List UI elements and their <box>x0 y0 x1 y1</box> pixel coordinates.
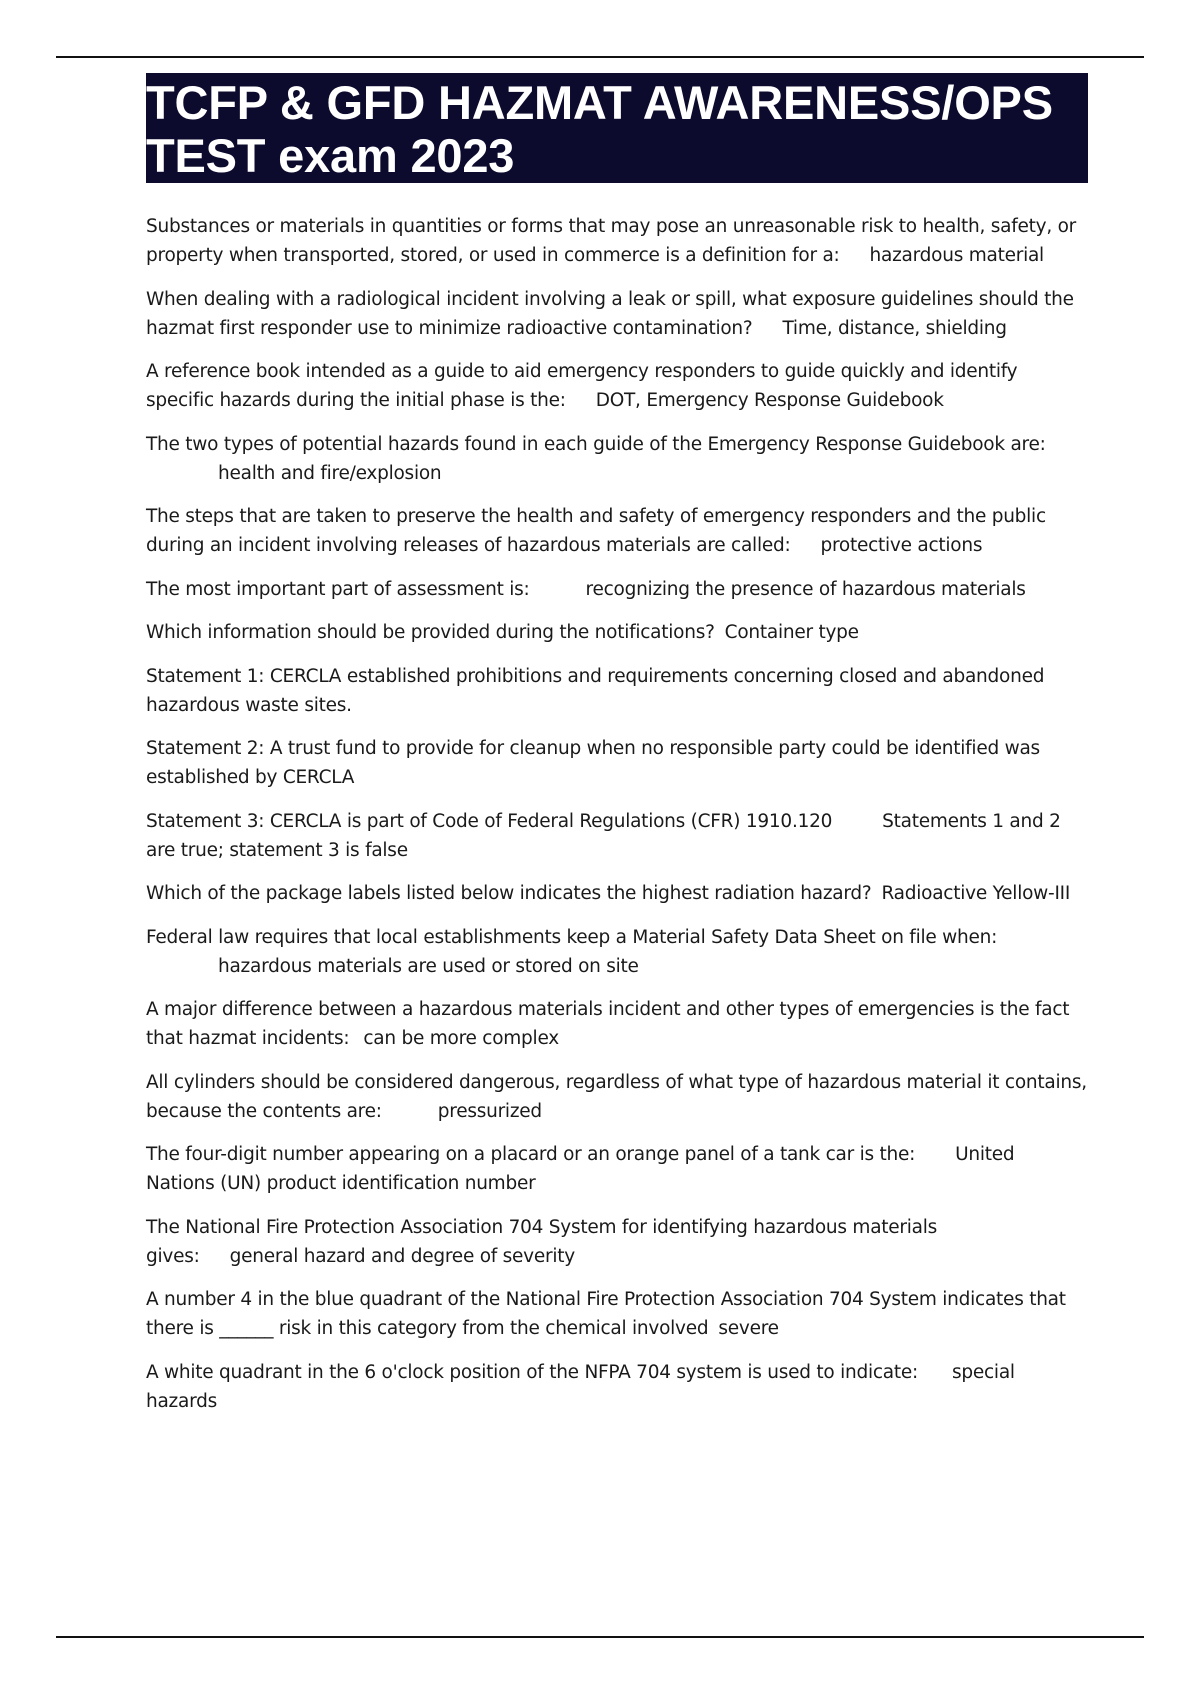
qa-item-17 <box>146 1285 1088 1343</box>
qa-item-3 <box>146 357 1088 415</box>
title-line-2: TEST exam 2023 <box>146 129 515 182</box>
question: The most important part of assessment is: <box>146 578 530 600</box>
top-rule <box>56 56 1144 58</box>
statement: Statement 1: CERCLA established prohibitions and requirements concerning closed and abandoned hazardous waste sites. <box>146 665 1045 716</box>
question: A reference book intended as a guide to aid emergency responders to guide quickly and identify specific hazards during the initial phase is the: <box>146 361 1018 411</box>
answer: severe <box>718 1318 779 1339</box>
question: A white quadrant in the 6 o'clock position of the NFPA 704 system is used to indicate: <box>146 1361 918 1383</box>
answer: hazardous material <box>869 245 1044 266</box>
answer: Container type <box>724 622 859 643</box>
answer: Radioactive Yellow-III <box>881 883 1071 904</box>
qa-item-4 <box>146 430 1088 488</box>
answer: protective actions <box>820 535 983 556</box>
question: A number 4 in the blue quadrant of the National Fire Protection Association 704 System indicates that there is ______ risk in this category from the chemical involved <box>146 1289 1066 1339</box>
qa-item-8 <box>146 662 1088 720</box>
qa-item-15 <box>146 1140 1088 1198</box>
qa-item-12 <box>146 923 1088 981</box>
question: All cylinders should be considered dangerous, regardless of what type of hazardous material it contains, because the contents are: <box>146 1071 1087 1122</box>
qa-item-9 <box>146 734 1088 792</box>
qa-item-1 <box>146 212 1088 270</box>
question: Federal law requires that local establishments keep a Material Safety Data Sheet on file when: <box>146 926 998 948</box>
answer: United Nations (UN) product identification number <box>146 1144 1015 1194</box>
answer: pressurized <box>437 1100 542 1122</box>
bottom-rule <box>56 1636 1144 1638</box>
qa-item-5 <box>146 502 1088 560</box>
question: The four-digit number appearing on a placard or an orange panel of a tank car is the: <box>146 1144 916 1165</box>
qa-item-18 <box>146 1358 1088 1416</box>
answer: Statements 1 and 2 are true; statement 3 is false <box>146 810 1061 861</box>
qa-item-13 <box>146 995 1088 1053</box>
question: The National Fire Protection Association 704 System for identifying hazardous materials gives: <box>146 1216 938 1267</box>
qa-list <box>146 212 1088 1430</box>
answer: health and fire/explosion <box>218 462 442 484</box>
document-title <box>146 73 1088 183</box>
answer: general hazard and degree of severity <box>229 1245 575 1267</box>
question: The two types of potential hazards found in each guide of the Emergency Response Guidebook are: <box>146 433 1046 455</box>
qa-item-2 <box>146 285 1088 343</box>
answer: DOT, Emergency Response Guidebook <box>595 390 944 411</box>
answer: special hazards <box>146 1361 1015 1412</box>
question: The steps that are taken to preserve the health and safety of emergency responders and the public during an incident involving releases of hazardous materials are called: <box>146 506 1046 556</box>
answer: hazardous materials are used or stored on site <box>218 955 639 977</box>
question: Which information should be provided during the notifications? <box>146 622 715 643</box>
qa-item-6 <box>146 575 1088 604</box>
question: When dealing with a radiological incident involving a leak or spill, what exposure guidelines should the hazmat first responder use to minimize radioactive contamination? <box>146 288 1074 339</box>
question: Substances or materials in quantities or forms that may pose an unreasonable risk to health, safety, or property when transported, stored, or used in commerce is a definition for a: <box>146 216 1077 266</box>
title-line-1: TCFP & GFD HAZMAT AWARENESS/OPS <box>146 76 1053 129</box>
answer: Time, distance, shielding <box>782 317 1007 339</box>
answer: recognizing the presence of hazardous materials <box>585 578 1026 600</box>
question: A major difference between a hazardous materials incident and other types of emergencies is the fact that hazmat incidents: <box>146 999 1070 1049</box>
statement: Statement 2: A trust fund to provide for cleanup when no responsible party could be identified was established by CERCLA <box>146 738 1040 788</box>
qa-item-7 <box>146 618 1088 647</box>
qa-item-11 <box>146 879 1088 908</box>
question: Which of the package labels listed below indicates the highest radiation hazard? <box>146 883 872 904</box>
qa-item-14 <box>146 1068 1088 1126</box>
qa-item-16 <box>146 1213 1088 1271</box>
qa-item-10 <box>146 807 1088 865</box>
question: Statement 3: CERCLA is part of Code of Federal Regulations (CFR) 1910.120 <box>146 810 833 832</box>
answer: can be more complex <box>363 1028 559 1049</box>
